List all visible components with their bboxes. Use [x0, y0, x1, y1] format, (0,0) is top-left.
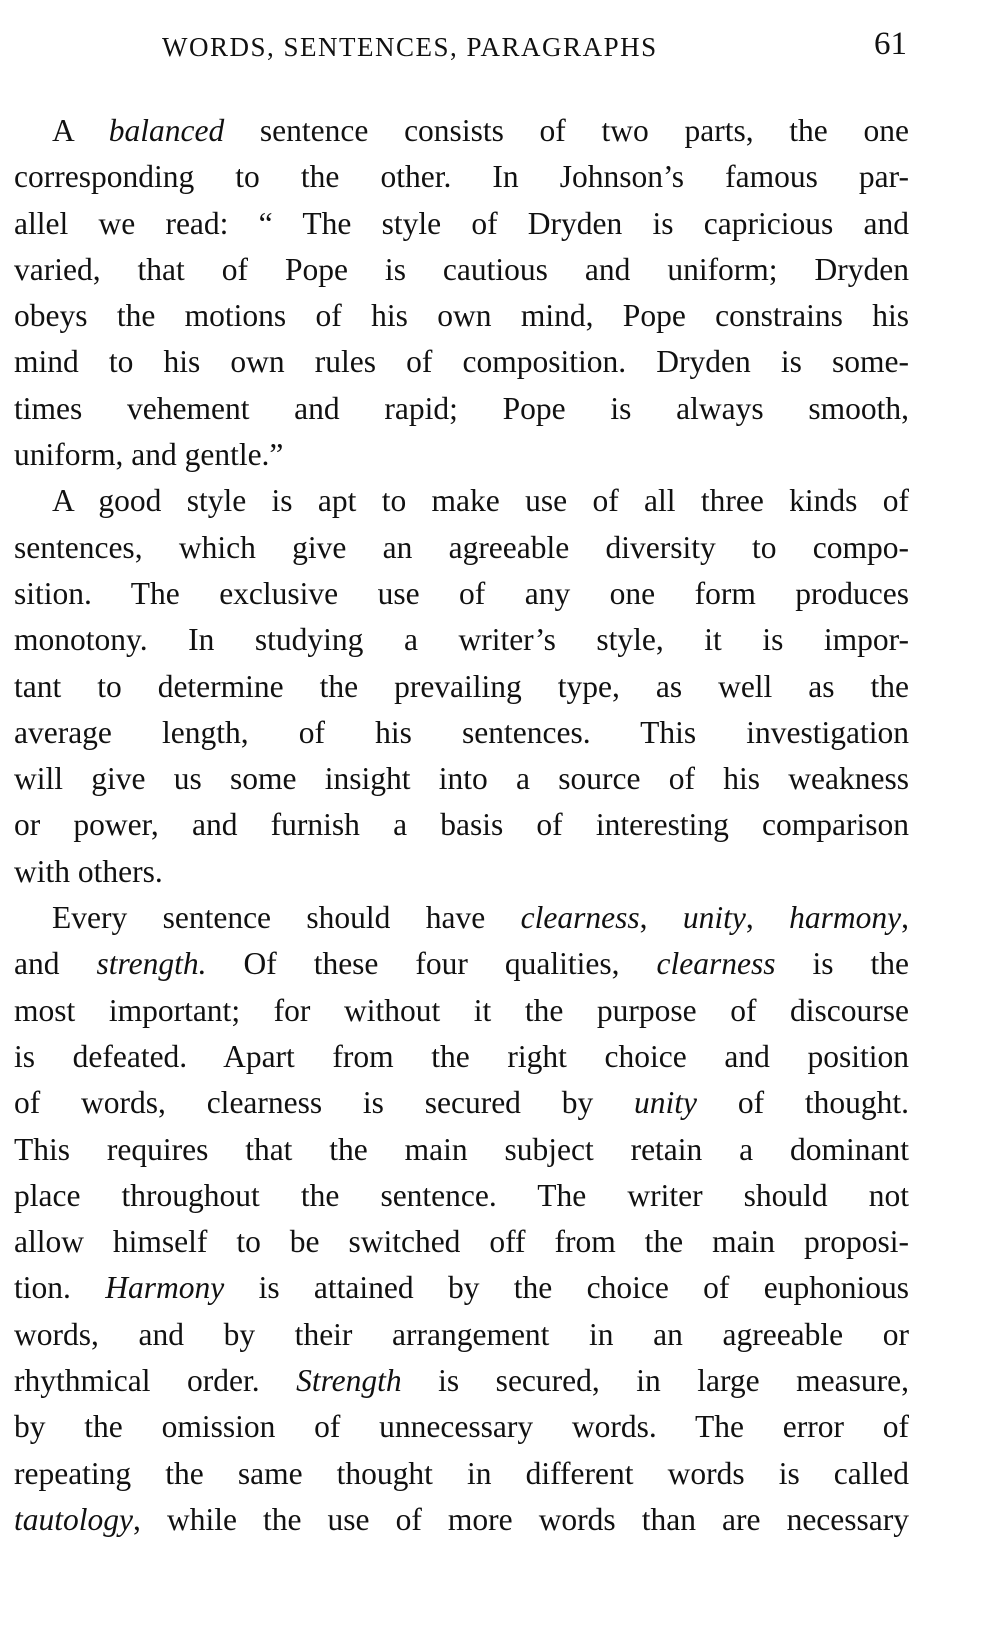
text-line [14, 201, 909, 247]
text-run: will give us some insight into a source of his weakness [14, 761, 909, 797]
text-run: is secured, in large measure, [401, 1363, 909, 1399]
text-line [14, 756, 909, 802]
text-line [14, 802, 909, 848]
text-line [14, 1127, 909, 1173]
text-run: average length, of his sentences. This investigation [14, 714, 909, 750]
running-title: WORDS, SENTENCES, PARAGRAPHS [162, 32, 658, 62]
text-run: , while the use of more words than are necessary [133, 1501, 909, 1537]
text-run: allow himself to be switched off from the main proposi- [14, 1224, 909, 1260]
text-run: is attained by the choice of euphonious [224, 1270, 909, 1306]
text-line [14, 1265, 909, 1311]
text-line [14, 1034, 909, 1080]
text-run: is defeated. Apart from the right choice and position [14, 1038, 909, 1074]
running-head [14, 26, 909, 74]
text-run: most important; for without it the purpose of discourse [14, 992, 909, 1028]
text-line [14, 571, 909, 617]
text-run: uniform, and gentle.” [14, 437, 284, 473]
text-run: tant to determine the prevailing type, as well as the [14, 668, 909, 704]
text-line [14, 386, 909, 432]
italic-term: clearness [520, 900, 640, 936]
text-run: or power, and furnish a basis of interesting comparison [14, 807, 909, 843]
text-run: of thought. [697, 1085, 909, 1121]
text-run: sentences, which give an agreeable diversity to compo- [14, 529, 909, 565]
text-line [14, 617, 909, 663]
text-run: by the omission of unnecessary words. The error of [14, 1409, 909, 1445]
text-run: rhythmical order. [14, 1363, 297, 1399]
text-line [14, 941, 909, 987]
text-run: tion. [14, 1270, 106, 1306]
text-run: allel we read: “ The style of Dryden is capricious and [14, 205, 909, 241]
text-run: sition. The exclusive use of any one form produces [14, 575, 909, 611]
italic-term: unity [682, 900, 746, 936]
italic-term: balanced [108, 113, 225, 148]
text-run: Of these four qualities, [206, 946, 657, 982]
text-run: repeating the same thought in different words is called [14, 1455, 909, 1491]
text-run: words, and by their arrangement in an agreeable or [14, 1316, 909, 1352]
text-line [14, 478, 909, 524]
text-line [14, 988, 909, 1034]
book-page [14, 0, 909, 1649]
text-run: place throughout the sentence. The writer should not [14, 1177, 909, 1213]
text-line [14, 108, 909, 154]
text-run: and [14, 946, 97, 982]
text-run: Every sentence should have [52, 900, 521, 936]
body-text [14, 108, 909, 1543]
text-run: corresponding to the other. In Johnson’s famous par- [14, 159, 909, 195]
text-run: of words, clearness is secured by [14, 1085, 635, 1121]
text-run: , [901, 900, 910, 936]
text-line [14, 1451, 909, 1497]
italic-term: Strength [296, 1363, 402, 1399]
text-run: , [745, 900, 790, 936]
text-line [14, 1173, 909, 1219]
text-run: This requires that the main subject retain a dominant [14, 1131, 909, 1167]
italic-term: unity [634, 1085, 698, 1121]
italic-term: clearness [656, 946, 776, 982]
text-line [14, 432, 909, 478]
text-line [14, 710, 909, 756]
paragraph [14, 478, 909, 895]
text-line [14, 154, 909, 200]
italic-term: harmony [789, 900, 902, 936]
text-run: monotony. In studying a writer’s style, it is impor- [14, 622, 909, 658]
text-line [14, 849, 909, 895]
text-line [14, 895, 909, 941]
italic-term: tautology [14, 1501, 133, 1537]
text-run: A good style is apt to make use of all three kinds of [52, 483, 909, 519]
italic-term: strength. [96, 946, 207, 982]
text-line [14, 664, 909, 710]
text-line [14, 247, 909, 293]
text-line [14, 1404, 909, 1450]
text-line [14, 1080, 909, 1126]
text-run: obeys the motions of his own mind, Pope constrains his [14, 298, 909, 334]
text-line [14, 525, 909, 571]
text-run: with others. [14, 853, 163, 889]
text-line [14, 1497, 909, 1543]
text-run: , [639, 900, 683, 936]
text-line [14, 1312, 909, 1358]
text-run: times vehement and rapid; Pope is always smooth, [14, 390, 909, 426]
text-line [14, 1219, 909, 1265]
paragraph [14, 895, 909, 1543]
text-run: is the [775, 946, 909, 982]
text-line [14, 1358, 909, 1404]
text-line [14, 293, 909, 339]
italic-term: Harmony [105, 1270, 225, 1306]
text-run: A [52, 113, 109, 148]
text-run: mind to his own rules of composition. Dryden is some- [14, 344, 909, 380]
text-run: varied, that of Pope is cautious and uniform; Dryden [14, 251, 909, 287]
paragraph [14, 108, 909, 478]
page-number: 61 [874, 26, 907, 62]
text-line [14, 339, 909, 385]
text-run: sentence consists of two parts, the one [224, 113, 909, 148]
